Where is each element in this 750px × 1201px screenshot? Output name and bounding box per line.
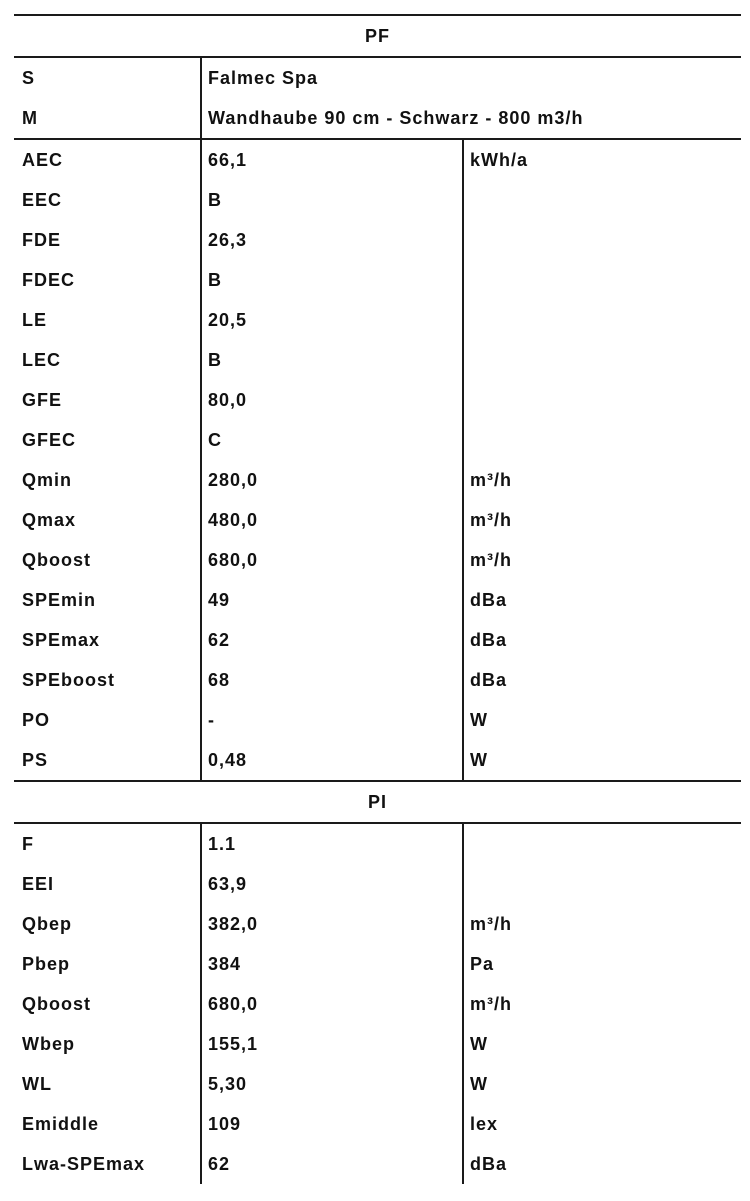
- pi-rows-block: [14, 824, 741, 1184]
- row-value: 63,9: [208, 874, 248, 894]
- product-fiche-table: [14, 14, 741, 1184]
- table-row: [14, 420, 741, 460]
- table-row: [14, 660, 741, 700]
- row-unit: m³/h: [470, 550, 512, 570]
- table-row: [14, 460, 741, 500]
- row-unit: dBa: [470, 670, 508, 690]
- row-label: Pbep: [22, 954, 71, 974]
- row-label: Qmax: [22, 510, 77, 530]
- row-label: Qbep: [22, 914, 73, 934]
- row-unit: m³/h: [470, 994, 512, 1014]
- table-row: [14, 904, 741, 944]
- row-value: 62: [208, 630, 231, 650]
- row-unit: W: [470, 1034, 488, 1054]
- row-label: F: [22, 834, 34, 854]
- row-label: PS: [22, 750, 49, 770]
- row-value: 20,5: [208, 310, 248, 330]
- row-value: 66,1: [208, 150, 248, 170]
- row-value: 0,48: [208, 750, 248, 770]
- row-label: Emiddle: [22, 1114, 100, 1134]
- table-row: [14, 1104, 741, 1144]
- row-value: 80,0: [208, 390, 248, 410]
- row-value: B: [208, 350, 222, 370]
- row-unit: kWh/a: [470, 150, 529, 170]
- table-row: [14, 864, 741, 904]
- row-value: 5,30: [208, 1074, 248, 1094]
- row-value: Falmec Spa: [208, 68, 319, 88]
- table-row: [14, 140, 741, 180]
- row-unit: dBa: [470, 630, 508, 650]
- table-row: [14, 984, 741, 1024]
- table-row: [14, 580, 741, 620]
- row-value: 68: [208, 670, 231, 690]
- section-title-pf: PF: [364, 26, 390, 46]
- row-value: 1.1: [208, 834, 237, 854]
- row-value: Wandhaube 90 cm - Schwarz - 800 m3/h: [208, 108, 584, 128]
- row-label: Qboost: [22, 994, 91, 1014]
- table-row: [14, 98, 741, 138]
- row-value: 382,0: [208, 914, 259, 934]
- table-row: [14, 740, 741, 780]
- row-value: 26,3: [208, 230, 248, 250]
- row-unit: m³/h: [470, 510, 512, 530]
- row-value: 109: [208, 1114, 242, 1134]
- table-row: [14, 260, 741, 300]
- pf-header-block: [14, 58, 741, 138]
- row-label: EEC: [22, 190, 63, 210]
- section-title-pi: PI: [367, 792, 387, 812]
- row-unit: W: [470, 1074, 488, 1094]
- row-label: S: [22, 68, 36, 88]
- row-label: GFEC: [22, 430, 77, 450]
- table-row: [14, 540, 741, 580]
- row-value: 155,1: [208, 1034, 259, 1054]
- table-row: [14, 180, 741, 220]
- row-value: C: [208, 430, 222, 450]
- row-value: 480,0: [208, 510, 259, 530]
- row-unit: Pa: [470, 954, 495, 974]
- table-row: [14, 824, 741, 864]
- row-unit: m³/h: [470, 914, 512, 934]
- row-label: SPEmin: [22, 590, 97, 610]
- table-row: [14, 1144, 741, 1184]
- row-label: Qmin: [22, 470, 73, 490]
- table-row: [14, 340, 741, 380]
- row-value: 62: [208, 1154, 231, 1174]
- row-label: EEI: [22, 874, 55, 894]
- row-label: M: [22, 108, 38, 128]
- row-value: 49: [208, 590, 231, 610]
- row-label: FDE: [22, 230, 61, 250]
- table-row: [14, 300, 741, 340]
- row-label: GFE: [22, 390, 63, 410]
- table-row: [14, 944, 741, 984]
- row-unit: m³/h: [470, 470, 512, 490]
- row-value: 384: [208, 954, 242, 974]
- row-label: Lwa-SPEmax: [22, 1154, 146, 1174]
- table-row: [14, 620, 741, 660]
- row-label: Qboost: [22, 550, 91, 570]
- row-unit: dBa: [470, 1154, 508, 1174]
- pf-rows-block: [14, 140, 741, 780]
- table-row: [14, 58, 741, 98]
- row-unit: dBa: [470, 590, 508, 610]
- row-value: B: [208, 190, 222, 210]
- row-value: -: [208, 710, 215, 730]
- table-row: [14, 380, 741, 420]
- row-value: 680,0: [208, 994, 259, 1014]
- row-label: AEC: [22, 150, 64, 170]
- row-label: Wbep: [22, 1034, 75, 1054]
- row-label: LEC: [22, 350, 61, 370]
- row-label: PO: [22, 710, 51, 730]
- row-unit: W: [470, 750, 488, 770]
- table-row: [14, 700, 741, 740]
- table-row: [14, 1024, 741, 1064]
- table-row: [14, 500, 741, 540]
- row-label: SPEboost: [22, 670, 116, 690]
- table-row: [14, 1064, 741, 1104]
- row-label: LE: [22, 310, 48, 330]
- row-value: 280,0: [208, 470, 259, 490]
- row-unit: lex: [470, 1114, 499, 1134]
- row-unit: W: [470, 710, 488, 730]
- row-label: SPEmax: [22, 630, 101, 650]
- row-label: FDEC: [22, 270, 75, 290]
- row-label: WL: [22, 1074, 52, 1094]
- table-row: [14, 220, 741, 260]
- row-value: 680,0: [208, 550, 259, 570]
- row-value: B: [208, 270, 222, 290]
